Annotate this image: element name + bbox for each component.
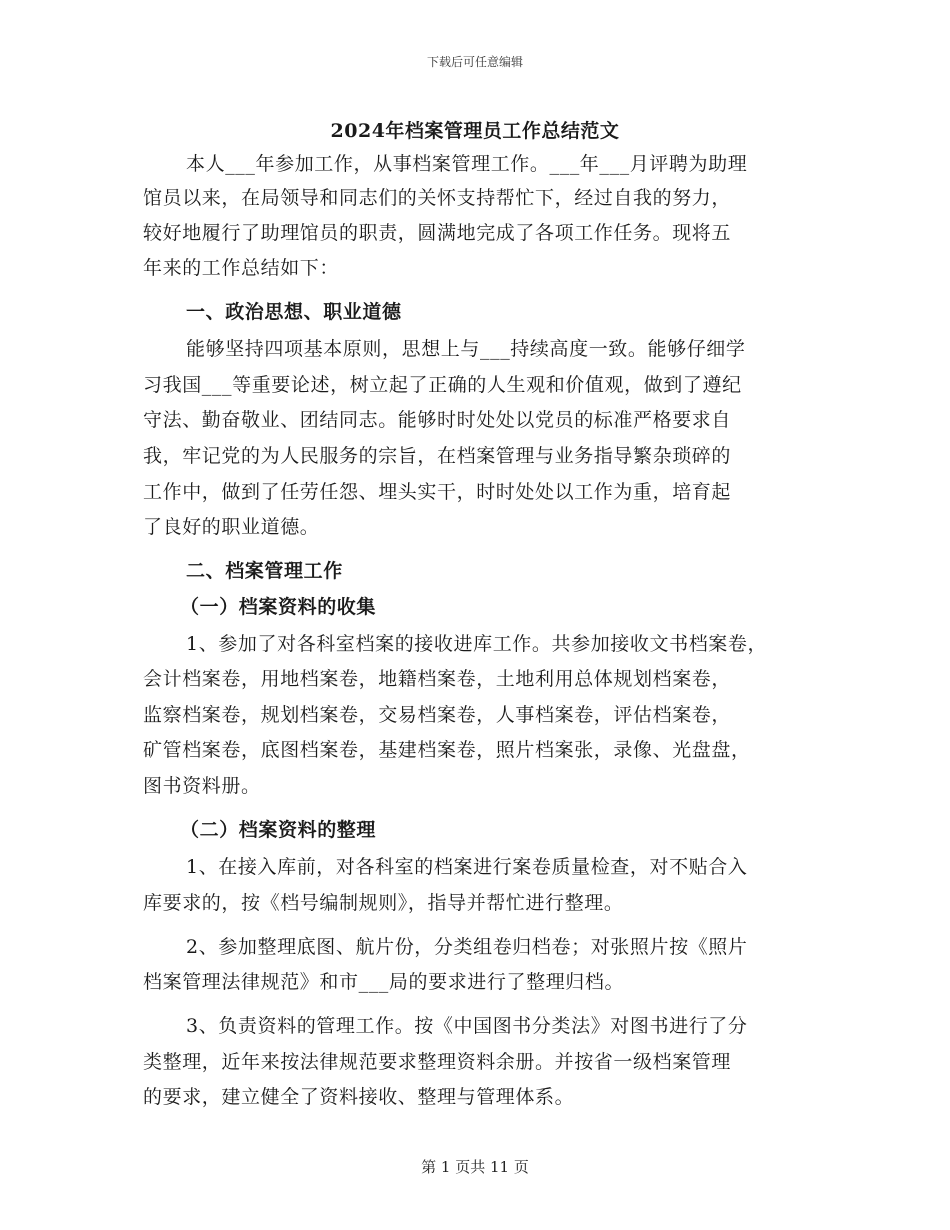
paragraph-line: 图书资料册。 [143, 775, 261, 797]
paragraph-line: 年来的工作总结如下： [143, 257, 340, 279]
paragraph-line: 本人___年参加工作，从事档案管理工作。___年___月评聘为助理 [186, 153, 748, 175]
paragraph-line: 1、参加了对各科室档案的接收进库工作。共参加接收文书档案卷， [186, 633, 768, 655]
paragraph-line: 矿管档案卷，底图档案卷，基建档案卷，照片档案张，录像、光盘盘， [143, 739, 751, 761]
section-heading: 二、档案管理工作 [186, 560, 343, 582]
paragraph-line: 能够坚持四项基本原则，思想上与___持续高度一致。能够仔细学 [186, 338, 746, 360]
paragraph-line: 较好地履行了助理馆员的职责，圆满地完成了各项工作任务。现将五 [143, 222, 732, 244]
paragraph-line: 我，牢记党的为人民服务的宗旨，在档案管理与业务指导繁杂琐碎的 [143, 445, 732, 467]
paragraph-line: 类整理，近年来按法律规范要求整理资料余册。并按省一级档案管理 [143, 1051, 732, 1073]
document-title: 2024年档案管理员工作总结范文 [330, 120, 620, 142]
paragraph-line: 习我国___等重要论述，树立起了正确的人生观和价值观，做到了遵纪 [143, 374, 742, 396]
paragraph-line: 了良好的职业道德。 [143, 516, 320, 538]
paragraph-line: 监察档案卷，规划档案卷，交易档案卷，人事档案卷，评估档案卷， [143, 704, 732, 726]
paragraph-line: 守法、勤奋敬业、团结同志。能够时时处处以党员的标准严格要求自 [143, 409, 732, 431]
page-footer: 第 1 页共 11 页 [421, 1158, 529, 1176]
paragraph-line: 的要求，建立健全了资料接收、整理与管理体系。 [143, 1086, 575, 1108]
subsection-heading: （二）档案资料的整理 [180, 819, 377, 841]
paragraph-line: 工作中，做到了任劳任怨、埋头实干，时时处处以工作为重，培育起 [143, 481, 732, 503]
section-heading: 一、政治思想、职业道德 [186, 301, 402, 323]
paragraph-line: 档案管理法律规范》和市___局的要求进行了整理归档。 [143, 971, 625, 993]
subsection-heading: （一）档案资料的收集 [180, 596, 377, 618]
paragraph-line: 馆员以来，在局领导和同志们的关怀支持帮忙下，经过自我的努力， [143, 187, 732, 209]
paragraph-line: 库要求的，按《档号编制规则》，指导并帮忙进行整理。 [143, 892, 624, 914]
paragraph-line: 2、参加整理底图、航片份，分类组卷归档卷；对张照片按《照片 [186, 936, 748, 958]
paragraph-line: 1、在接入库前，对各科室的档案进行案卷质量检查，对不贴合入 [186, 856, 748, 878]
header-note: 下载后可任意编辑 [426, 55, 523, 69]
paragraph-line: 会计档案卷，用地档案卷，地籍档案卷，土地利用总体规划档案卷， [143, 668, 732, 690]
paragraph-line: 3、负责资料的管理工作。按《中国图书分类法》对图书进行了分 [186, 1015, 748, 1037]
